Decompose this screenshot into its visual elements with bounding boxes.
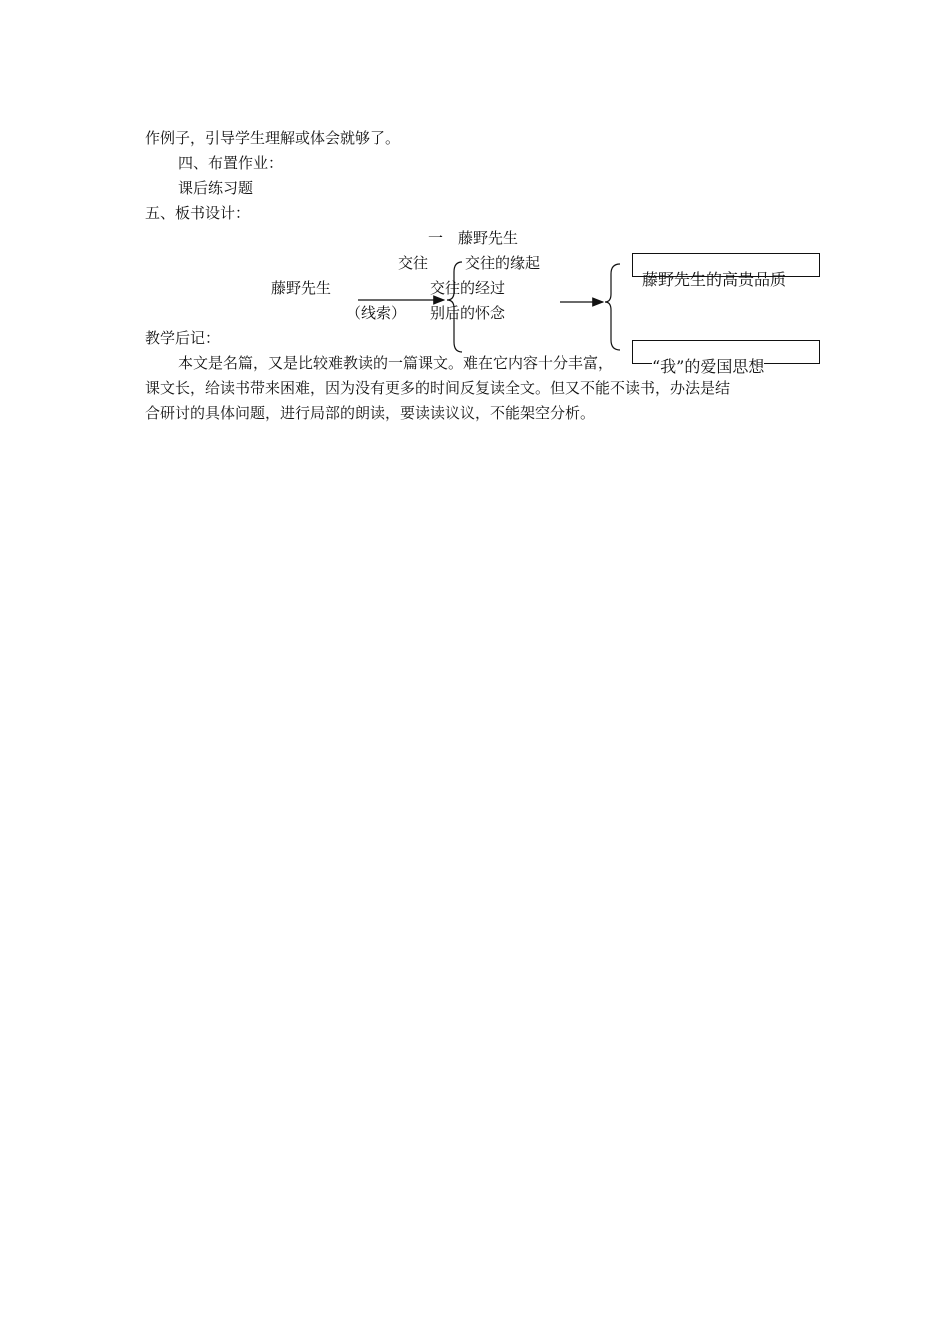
notes-heading: 教学后记： bbox=[145, 329, 221, 347]
board-title: 一 藤野先生 bbox=[428, 229, 519, 247]
board-main-label: 藤野先生 bbox=[271, 279, 332, 297]
section-board-design: 五、板书设计： bbox=[145, 204, 251, 222]
board-item-process: 交往的经过 bbox=[430, 279, 506, 297]
box-patriotism-text: “我”的爱国思想 bbox=[652, 357, 765, 376]
text-line-examples: 作例子，引导学生理解或体会就够了。 bbox=[145, 129, 401, 147]
board-clue-label: （线索） bbox=[346, 304, 407, 322]
notes-paragraph-line-2: 课文长，给读书带来困难，因为没有更多的时间反复读全文。但又不能不读书，办法是结 bbox=[145, 379, 731, 397]
board-item-origin: 交往的缘起 bbox=[465, 254, 541, 272]
text-line-exercises: 课后练习题 bbox=[178, 179, 254, 197]
notes-paragraph-line-3: 合研讨的具体问题，进行局部的朗读，要读读议议，不能架空分析。 bbox=[145, 404, 596, 422]
notes-paragraph-line-1: 本文是名篇，又是比较难教读的一篇课文。难在它内容十分丰富， bbox=[178, 354, 614, 372]
board-jiaowang: 交往 bbox=[398, 254, 429, 272]
board-item-memory: 别后的怀念 bbox=[430, 304, 506, 322]
brace-conclusion bbox=[605, 264, 620, 350]
brace-items bbox=[447, 262, 462, 352]
box-teacher-quality-text: 藤野先生的高贵品质 bbox=[642, 270, 787, 289]
section-homework: 四、布置作业： bbox=[178, 154, 284, 172]
